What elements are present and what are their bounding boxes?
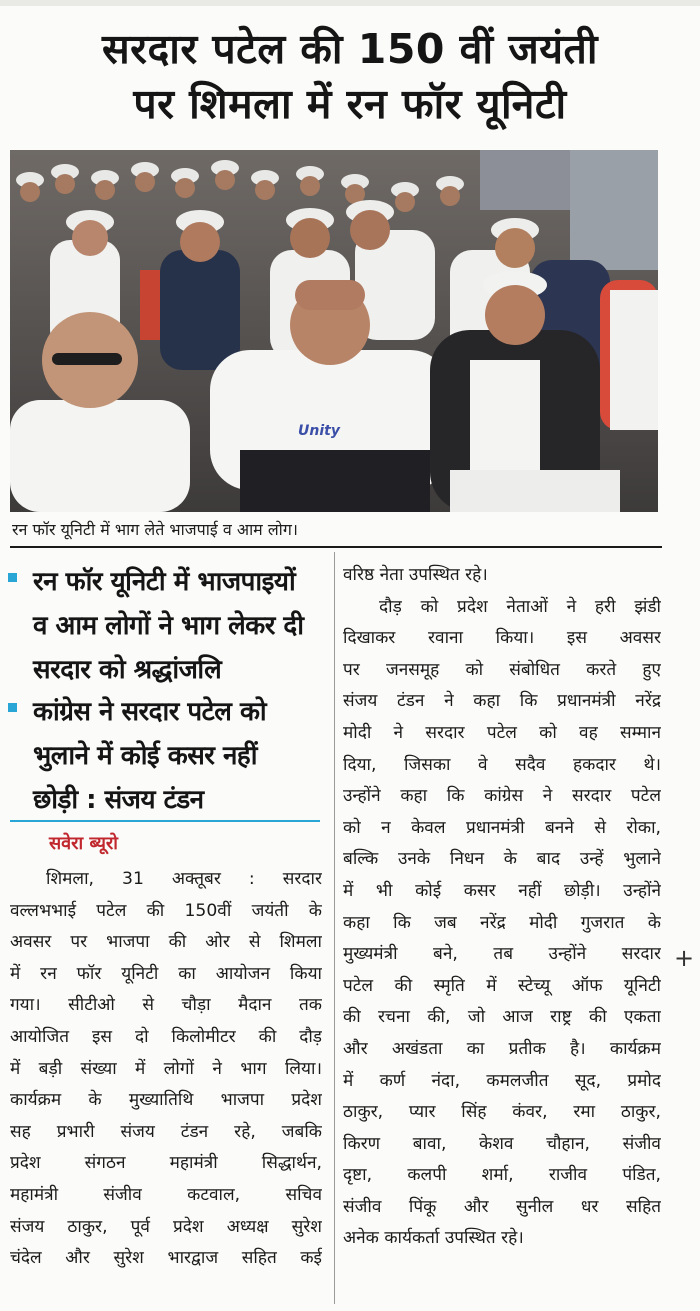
headline-line-1: सरदार पटेल की 150 वीं जयंती bbox=[101, 25, 599, 73]
article-line: अनेक कार्यकर्ता उपस्थित रहे। bbox=[343, 1228, 524, 1249]
article-line: संजय टंडन ने कहा कि प्रधानमंत्री नरेंद्र bbox=[343, 691, 661, 712]
article-line: उन्होंने कहा कि कांग्रेस ने सरदार पटेल bbox=[343, 786, 661, 807]
article-line: वरिष्ठ नेता उपस्थित रहे। bbox=[343, 565, 488, 585]
highlight-line: भुलाने में कोई कसर नहीं bbox=[33, 741, 257, 771]
article-line: पटेल की स्मृति में स्टेच्यू ऑफ यूनिटी bbox=[343, 975, 661, 996]
highlight-line: सरदार को श्रद्धांजलि bbox=[33, 655, 222, 685]
article-line: शिमला, 31 अक्तूबर : सरदार bbox=[46, 869, 322, 889]
headline bbox=[0, 22, 700, 132]
article-line: बल्कि उनके निधन के बाद उन्हें भुलाने bbox=[343, 849, 661, 870]
article-line: कहा कि जब नरेंद्र मोदी गुजरात के bbox=[343, 912, 661, 933]
photo-caption: रन फॉर यूनिटी में भाग लेते भाजपाई व आम लोग। bbox=[12, 520, 298, 539]
article-line: दौड़ को प्रदेश नेताओं ने हरी झंडी bbox=[379, 596, 661, 617]
byline: सवेरा ब्यूरो bbox=[49, 833, 118, 854]
article-line: दृष्टा, कलपी शर्मा, राजीव पंडित, bbox=[343, 1165, 661, 1186]
group-photo-illustration bbox=[10, 150, 658, 512]
top-strip bbox=[0, 0, 700, 6]
article-line: में रन फॉर यूनिटी का आयोजन किया bbox=[10, 963, 322, 984]
article-line: पर जनसमूह को संबोधित करते हुए bbox=[343, 659, 661, 680]
highlight-line: व आम लोगों ने भाग लेकर दी bbox=[33, 611, 304, 641]
article-line: मोदी ने सरदार पटेल को वह सम्मान bbox=[343, 722, 661, 743]
article-line: में बड़ी संख्या में लोगों ने भाग लिया। bbox=[10, 1058, 322, 1079]
article-line: दिखाकर रवाना किया। इस अवसर bbox=[343, 628, 661, 649]
article-line: चंदेल और सुरेश भारद्वाज सहित कई bbox=[10, 1248, 322, 1269]
article-line: संजीव पिंकू और सुनील धर सहित bbox=[343, 1196, 661, 1217]
article-line: को न केवल प्रधानमंत्री बनने से रोका, bbox=[343, 817, 661, 838]
article-line: ठाकुर, प्यार सिंह कंवर, रमा ठाकुर, bbox=[343, 1102, 661, 1123]
article-line: मुख्यमंत्री बने, तब उन्होंने सरदार bbox=[343, 944, 661, 965]
article-line: प्रदेश संगठन महामंत्री सिद्धार्थन, bbox=[10, 1153, 322, 1174]
article-line: महामंत्री संजीव कटवाल, सचिव bbox=[10, 1184, 322, 1205]
left-column-text bbox=[10, 864, 322, 1275]
right-column-text bbox=[343, 560, 661, 1255]
article-line: किरण बावा, केशव चौहान, संजीव bbox=[343, 1133, 661, 1154]
highlight-divider bbox=[10, 820, 320, 822]
news-photo bbox=[10, 150, 658, 512]
highlight-bullet-icon bbox=[8, 573, 17, 582]
caption-divider bbox=[10, 546, 662, 548]
article-line: गया। सीटीओ से चौड़ा मैदान तक bbox=[10, 995, 322, 1016]
article-line: वल्लभभाई पटेल की 150वीं जयंती के bbox=[10, 900, 322, 921]
highlight-line: कांग्रेस ने सरदार पटेल को bbox=[33, 697, 267, 727]
article-line: और अखंडता का प्रतीक है। कार्यक्रम bbox=[343, 1038, 661, 1059]
highlight-2 bbox=[8, 690, 333, 822]
article-line: आयोजित इस दो किलोमीटर की दौड़ bbox=[10, 1026, 322, 1047]
highlight-line: छोड़ी : संजय टंडन bbox=[33, 785, 204, 815]
article-line: में कर्ण नंदा, कमलजीत सूद, प्रमोद bbox=[343, 1070, 661, 1091]
article-line: कार्यक्रम के मुख्यातिथि भाजपा प्रदेश bbox=[10, 1090, 322, 1111]
article-line: में भी कोई कसर नहीं छोड़ी। उन्होंने bbox=[343, 880, 661, 901]
article-line: अवसर पर भाजपा की ओर से शिमला bbox=[10, 932, 322, 953]
article-line: संजय ठाकुर, पूर्व प्रदेश अध्यक्ष सुरेश bbox=[10, 1216, 322, 1237]
article-line: दिया, जिसका वे सदैव हकदार थे। bbox=[343, 754, 661, 775]
column-divider bbox=[334, 552, 335, 1304]
margin-plus-mark: + bbox=[674, 944, 695, 972]
headline-line-2: पर शिमला में रन फॉर यूनिटी bbox=[133, 80, 567, 128]
highlight-line: रन फॉर यूनिटी में भाजपाइयों bbox=[33, 567, 296, 597]
article-line: सह प्रभारी संजय टंडन रहे, जबकि bbox=[10, 1121, 322, 1142]
highlight-1 bbox=[8, 560, 333, 692]
article-line: की रचना की, जो आज राष्ट्र की एकता bbox=[343, 1007, 661, 1028]
highlight-bullet-icon bbox=[8, 703, 17, 712]
tshirt-print: Unity bbox=[298, 423, 340, 439]
